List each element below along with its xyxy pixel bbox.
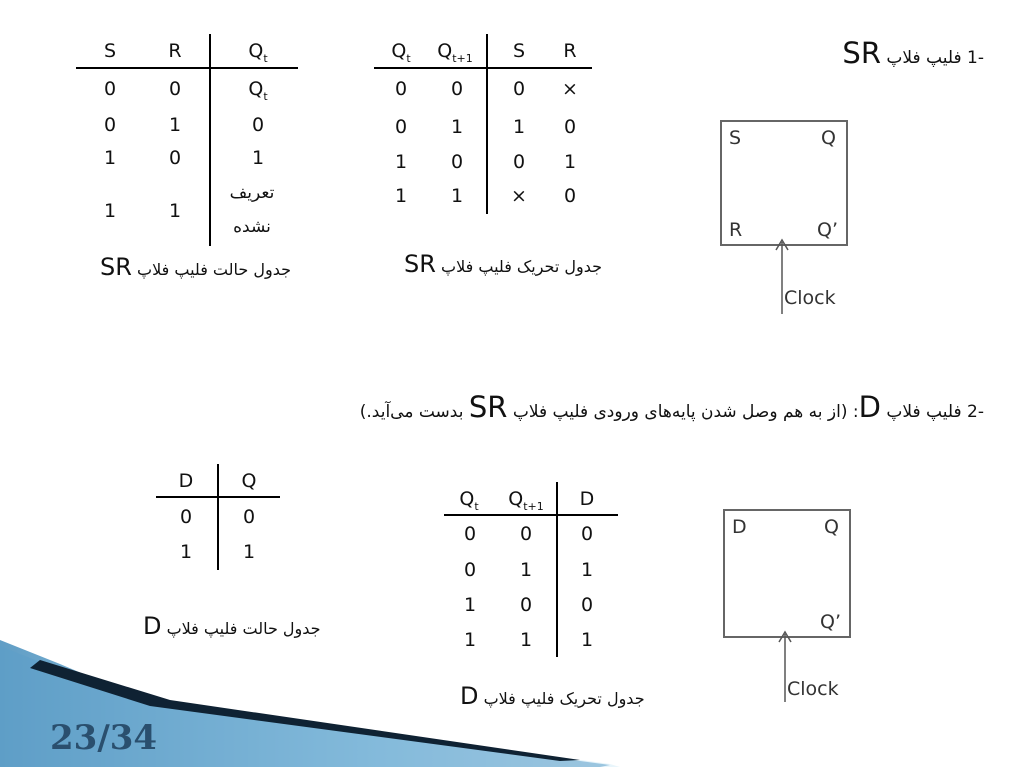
table-cell: 0 bbox=[103, 78, 117, 100]
table-cell: 0 bbox=[242, 506, 256, 528]
table-cell: 1 bbox=[450, 116, 464, 138]
page-number: 23/34 bbox=[50, 718, 158, 758]
header-r: R bbox=[168, 40, 182, 62]
header-d: D bbox=[579, 488, 595, 510]
output-q-label: Q bbox=[821, 127, 836, 149]
table-cell: 0 bbox=[580, 523, 594, 545]
header-rule bbox=[444, 514, 618, 516]
sr-section-heading bbox=[842, 36, 984, 70]
input-r-label: R bbox=[729, 219, 743, 241]
input-s-label: S bbox=[729, 127, 742, 149]
table-cell: 1 bbox=[251, 147, 265, 169]
header-qt1: $Q_{t+1}$ bbox=[508, 488, 544, 513]
table-cell: × bbox=[511, 185, 527, 207]
table-cell: 1 bbox=[512, 116, 526, 138]
table-cell: 1 bbox=[242, 541, 256, 563]
table-cell: 0 bbox=[251, 114, 265, 136]
table-cell: 0 bbox=[563, 185, 577, 207]
table-cell: 0 bbox=[450, 151, 464, 173]
d-clock-label: Clock bbox=[787, 678, 839, 700]
table-cell: 0 bbox=[512, 151, 526, 173]
sr-state-caption: جدول حالت فلیپ فلاپ SR bbox=[100, 253, 291, 281]
d-section-heading: -2 فلیپ فلاپ D: (از به هم وصل شدن پایه‌های ورودی فلیپ فلاپ SR بدست می‌آید.) bbox=[359, 390, 984, 424]
table-cell: 0 bbox=[394, 116, 408, 138]
table-cell: 0 bbox=[512, 78, 526, 100]
table-cell: 0 bbox=[563, 116, 577, 138]
heading-prefix: -1 فلیپ فلاپ bbox=[880, 48, 984, 68]
header-qt1: $Q_{t+1}$ bbox=[437, 40, 473, 65]
table-cell: 0 bbox=[580, 594, 594, 616]
table-cell: 1 bbox=[463, 629, 477, 651]
output-qbar-label: Q’ bbox=[820, 611, 841, 633]
d-excitation-caption: جدول تحریک فلیپ فلاپ D bbox=[460, 682, 645, 710]
column-rule bbox=[486, 34, 488, 214]
table-cell: 0 bbox=[463, 523, 477, 545]
header-qt: $Q_t$ bbox=[391, 40, 411, 65]
header-s: S bbox=[512, 40, 526, 62]
table-cell: 0 bbox=[179, 506, 193, 528]
table-cell: 0 bbox=[168, 78, 182, 100]
table-cell: 1 bbox=[580, 559, 594, 581]
header-q: Q bbox=[241, 470, 257, 492]
table-cell: 0 bbox=[450, 78, 464, 100]
table-cell: 0 bbox=[168, 147, 182, 169]
table-cell: × bbox=[562, 78, 578, 100]
table-cell: 1 bbox=[450, 185, 464, 207]
sr-excitation-caption: جدول تحریک فلیپ فلاپ SR bbox=[404, 250, 603, 278]
table-cell: 0 bbox=[519, 523, 533, 545]
column-rule bbox=[209, 34, 211, 246]
table-cell: 1 bbox=[394, 185, 408, 207]
sr-clock-label: Clock bbox=[784, 287, 836, 309]
header-rule bbox=[76, 67, 298, 69]
heading-name: SR bbox=[842, 36, 881, 70]
table-cell: 0 bbox=[519, 594, 533, 616]
table-cell: 1 bbox=[168, 200, 182, 222]
input-d-label: D bbox=[732, 516, 747, 538]
column-rule bbox=[217, 464, 219, 570]
table-cell: 0 bbox=[394, 78, 408, 100]
table-cell: 1 bbox=[168, 114, 182, 136]
output-qbar-label: Q’ bbox=[817, 219, 838, 241]
header-qt: $Q_t$ bbox=[248, 40, 268, 65]
d-flipflop-block bbox=[723, 509, 851, 638]
header-rule bbox=[374, 67, 592, 69]
table-cell: 1 bbox=[563, 151, 577, 173]
table-cell: 0 bbox=[103, 114, 117, 136]
undefined-cell: تعریف نشده bbox=[229, 183, 275, 237]
table-cell: 1 bbox=[463, 594, 477, 616]
table-cell: 1 bbox=[103, 147, 117, 169]
header-d: D bbox=[178, 470, 194, 492]
table-cell: 1 bbox=[519, 559, 533, 581]
header-s: S bbox=[103, 40, 117, 62]
table-cell: 0 bbox=[463, 559, 477, 581]
table-cell: $Q_t$ bbox=[248, 78, 268, 103]
table-cell: 1 bbox=[519, 629, 533, 651]
output-q-label: Q bbox=[824, 516, 839, 538]
table-cell: 1 bbox=[103, 200, 117, 222]
header-qt: $Q_t$ bbox=[459, 488, 479, 513]
header-r: R bbox=[563, 40, 577, 62]
column-rule bbox=[556, 482, 558, 657]
table-cell: 1 bbox=[179, 541, 193, 563]
d-state-caption: جدول حالت فلیپ فلاپ D bbox=[143, 612, 321, 640]
table-cell: 1 bbox=[580, 629, 594, 651]
sr-flipflop-block bbox=[720, 120, 848, 246]
table-cell: 1 bbox=[394, 151, 408, 173]
